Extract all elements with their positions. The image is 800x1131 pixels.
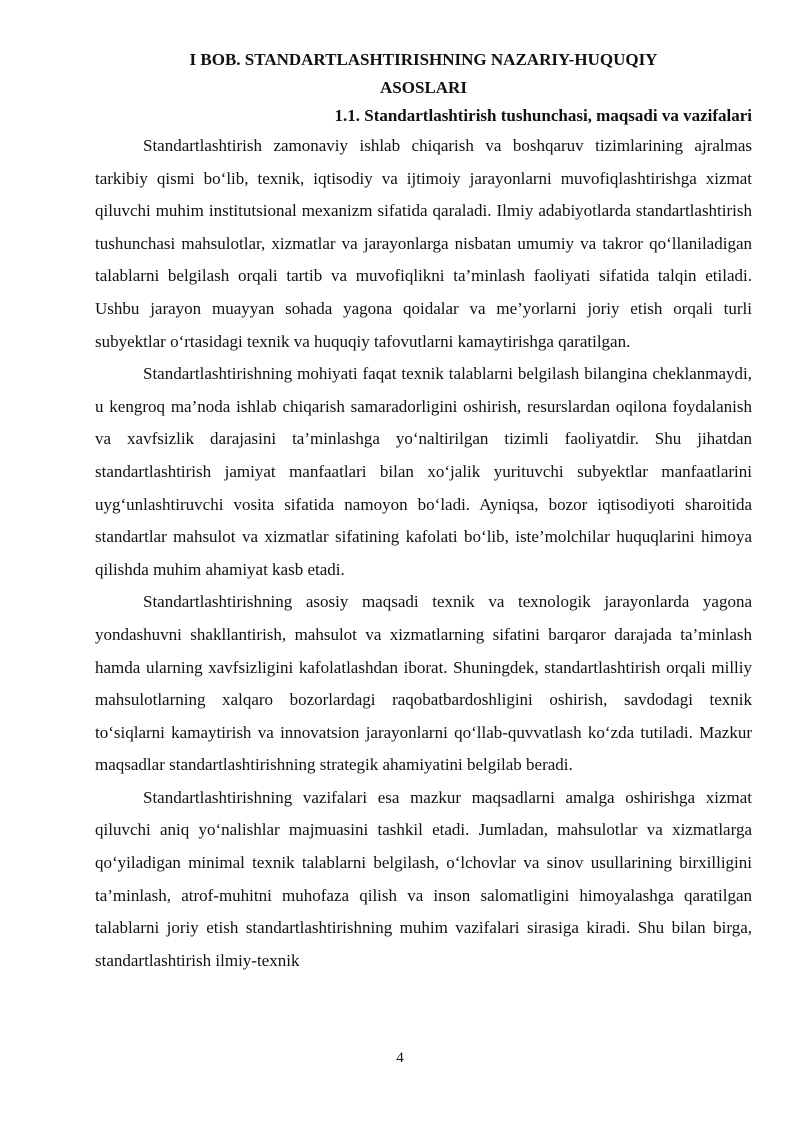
chapter-title: I BOB. STANDARTLASHTIRISHNING NAZARIY-HUQUQIY ASOSLARI [189, 50, 658, 97]
paragraph: Standartlashtirish zamonaviy ishlab chiqarish va boshqaruv tizimlarining ajralmas tarkibiy qismi bo‘lib, texnik, iqtisodiy va ijtimoiy jarayonlarni muvofiqlashtirishga xizmat qiluvchi muhim institutsional mexanizm sifatida qaraladi. Ilmiy adabiyotlarda standartlashtirish tushunchasi mahsulotlar, xizmatlar va jarayonlarga nisbatan umumiy va takror qo‘llaniladigan talablarni belgilash orqali tartib va muvofiqlikni ta’minlash faoliyati sifatida talqin etiladi. Ushbu jarayon muayyan sohada yagona qoidalar va me’yorlarni joriy etish orqali turli subyektlar o‘rtasidagi texnik va huquqiy tafovutlarni kamaytirishga qaratilgan. [95, 136, 752, 351]
paragraph: Standartlashtirishning asosiy maqsadi texnik va texnologik jarayonlarda yagona yondashuvni shakllantirish, mahsulot va xizmatlarning sifatini barqaror darajada ta’minlash hamda ularning xavfsizligini kafolatlashdan iborat. Shuningdek, standartlashtirish orqali milliy mahsulotlarning xalqaro bozorlardagi raqobatbardoshligini oshirish, savdodagi texnik to‘siqlarni kamaytirish va innovatsion jarayonlarni qo‘llab-quvvatlash ko‘zda tutiladi. Mazkur maqsadlar standartlashtirishning strategik ahamiyatini belgilab beradi. [95, 592, 752, 775]
paragraph: Standartlashtirishning mohiyati faqat texnik talablarni belgilash bilangina cheklanmaydi, u kengroq ma’noda ishlab chiqarish samaradorligini oshirish, resurslardan oqilona foydalanish va xavfsizlik darajasini ta’minlashga yo‘naltirilgan tizimli faoliyatdir. Shu jihatdan standartlashtirish jamiyat manfaatlari bilan xo‘jalik yurituvchi subyektlar manfaatlarini uyg‘unlashtiruvchi vosita sifatida namoyon bo‘ladi. Ayniqsa, bozor iqtisodiyoti sharoitida standartlar mahsulot va xizmatlar sifatining kafolati bo‘lib, iste’molchilar huquqlarini himoya qilishda muhim ahamiyat kasb etadi. [95, 364, 752, 579]
section-title: 1.1. Standartlashtirish tushunchasi, maqsadi va vazifalari [334, 106, 752, 125]
paragraph: Standartlashtirishning vazifalari esa mazkur maqsadlarni amalga oshirishga xizmat qiluvchi aniq yo‘nalishlar majmuasini tashkil etadi. Jumladan, mahsulotlar va xizmatlarga qo‘yiladigan minimal texnik talablarni belgilash, o‘lchovlar va sinov usullarining birxilligini ta’minlash, atrof-muhitni muhofaza qilish va inson salomatligini himoyalashga qaratilgan talablarni joriy etish standartlashtirishning muhim vazifalari sirasiga kiradi. Shu bilan birga, standartlashtirish ilmiy-texnik [95, 787, 752, 970]
document-page [95, 46, 752, 977]
page-number: 4 [396, 1050, 404, 1066]
